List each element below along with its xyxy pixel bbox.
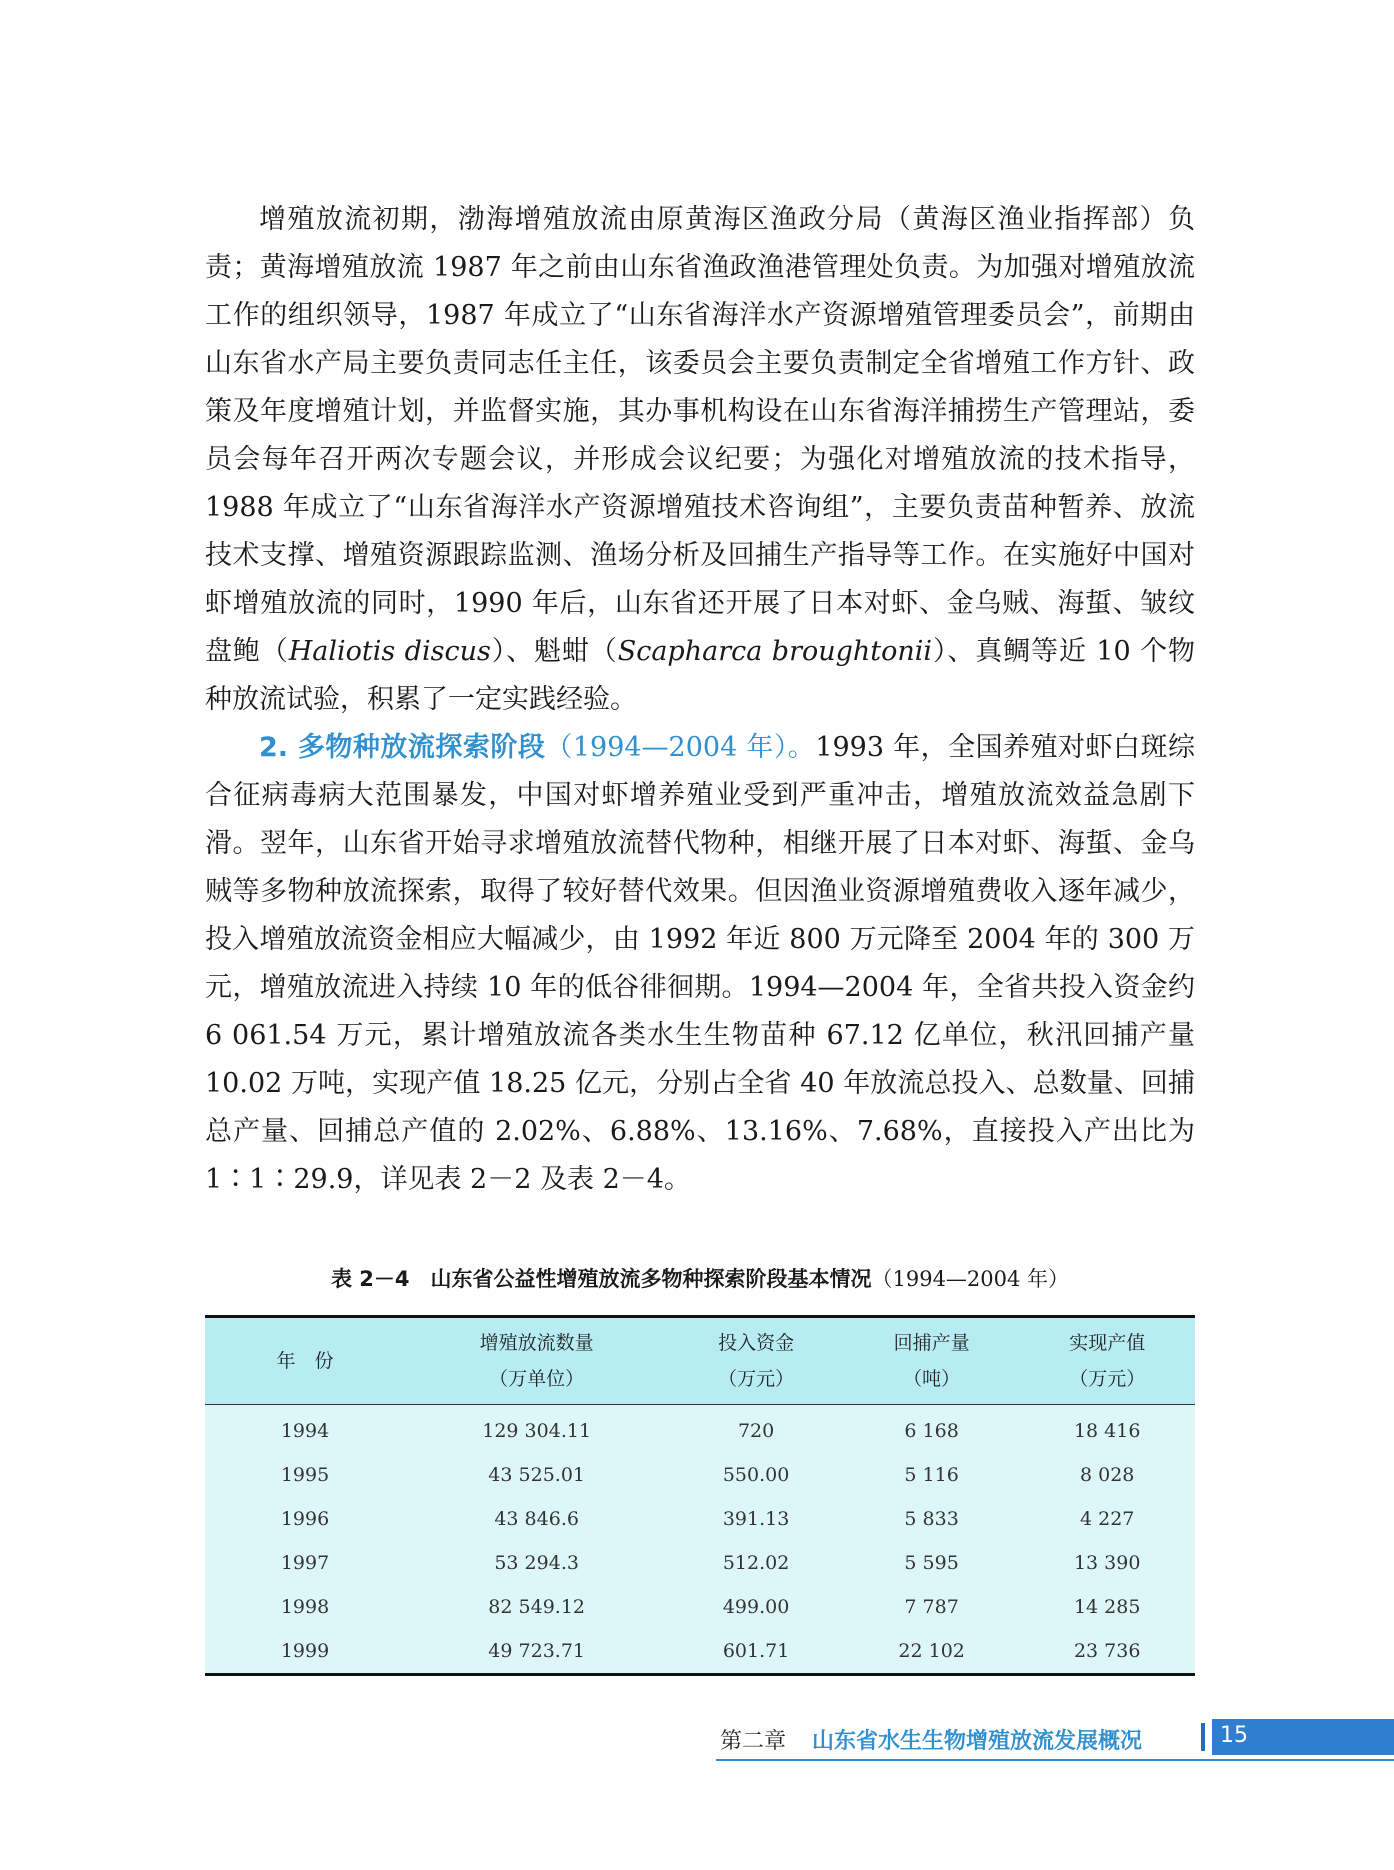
data-table — [205, 1315, 1195, 1676]
header-year — [205, 1317, 405, 1405]
cell-year: 1997 — [280, 1552, 330, 1574]
cell-recapture-yield: 5 595 — [904, 1552, 959, 1574]
table-row — [205, 1497, 1195, 1541]
header-recapture-yield — [844, 1317, 1020, 1405]
cell-recapture-yield: 5 116 — [904, 1464, 959, 1486]
table-row — [205, 1629, 1195, 1675]
cell-recapture-yield: 7 787 — [904, 1596, 959, 1618]
section-heading-years: （1994—2004 年）。 — [545, 732, 816, 763]
header-recapture-yield-label: 回捕产量 — [893, 1332, 970, 1354]
table-caption-years: （1994—2004 年） — [871, 1267, 1070, 1291]
paragraph-1-text-b: ）、魁蚶（ — [490, 636, 618, 667]
cell-release-quantity: 129 304.11 — [482, 1420, 592, 1442]
cell-release-quantity: 43 525.01 — [488, 1464, 585, 1486]
paragraph-2-text: 1993 年，全国养殖对虾白斑综合征病毒病大范围暴发，中国对虾增养殖业受到严重冲击，增殖放流效益急剧下滑。翌年，山东省开始寻求增殖放流替代物种，相继开展了日本对虾、海蜇、金乌贼等多物种放流探索，取得了较好替代效果。但因渔业资源增殖费收入逐年减少，投入增殖放流资金相应大幅减少，由 1992 年近 800 万元降至 2004 年的 300 万元，增殖放流进入持续 10 年的低谷徘徊期。1994—2004 年，全省共投入资金约 6 061.54 万元，累计增殖放流各类水生生物苗种 67.12 亿单位，秋汛回捕产量 10.02 万吨，实现产值 18.25 亿元，分别占全省 40 年放流总投入、总数量、回捕总产量、回捕总产值的 2.02%、6.88%、13.16%、7.68%，直接投入产出比为 1∶1∶29.9，详见表 2－2 及表 2－4。 — [205, 732, 1195, 1195]
cell-investment: 512.02 — [722, 1552, 790, 1574]
cell-output-value: 13 390 — [1073, 1552, 1141, 1574]
paragraph-2 — [205, 724, 1195, 1204]
header-output-value-label: 实现产值 — [1069, 1332, 1146, 1354]
table-caption-title: 山东省公益性增殖放流多物种探索阶段基本情况 — [430, 1267, 872, 1291]
cell-investment: 499.00 — [722, 1596, 790, 1618]
cell-output-value: 8 028 — [1080, 1464, 1135, 1486]
cell-release-quantity: 82 549.12 — [488, 1596, 585, 1618]
cell-investment: 391.13 — [722, 1508, 790, 1530]
cell-year: 1995 — [280, 1464, 330, 1486]
table-row — [205, 1405, 1195, 1454]
footer-separator-bar — [1201, 1723, 1205, 1751]
page-footer — [720, 1719, 1394, 1761]
cell-output-value: 4 227 — [1080, 1508, 1135, 1530]
cell-release-quantity: 43 846.6 — [494, 1508, 579, 1530]
section-heading-title: 2. 多物种放流探索阶段 — [259, 732, 546, 763]
cell-output-value: 14 285 — [1073, 1596, 1141, 1618]
cell-year: 1998 — [280, 1596, 330, 1618]
paragraph-1 — [205, 196, 1195, 724]
cell-year: 1994 — [280, 1420, 330, 1442]
paragraph-1-text-c: ）、真鲷等近 10 个物种放流试验，积累了一定实践经验。 — [205, 636, 1196, 715]
cell-output-value: 18 416 — [1073, 1420, 1141, 1442]
header-investment-label: 投入资金 — [718, 1332, 795, 1354]
header-release-quantity-unit: （万单位） — [489, 1368, 585, 1390]
header-output-value — [1019, 1317, 1195, 1405]
footer-rule — [716, 1759, 1394, 1761]
cell-year: 1999 — [280, 1640, 330, 1662]
header-investment-unit: （万元） — [718, 1368, 795, 1390]
header-release-quantity-label: 增殖放流数量 — [479, 1332, 594, 1354]
paragraph-1-text-a: 增殖放流初期，渤海增殖放流由原黄海区渔政分局（黄海区渔业指挥部）负责；黄海增殖放流 1987 年之前由山东省渔政渔港管理处负责。为加强对增殖放流工作的组织领导，1987 年成立了“山东省海洋水产资源增殖管理委员会”，前期由山东省水产局主要负责同志任主任，该委员会主要负责制定全省增殖工作方针、政策及年度增殖计划，并监督实施，其办事机构设在山东省海洋捕捞生产管理站，委员会每年召开两次专题会议，并形成会议纪要；为强化对增殖放流的技术指导，1988 年成立了“山东省海洋水产资源增殖技术咨询组”，主要负责苗种暂养、放流技术支撑、增殖资源跟踪监测、渔场分析及回捕生产指导等工作。在实施好中国对虾增殖放流的同时，1990 年后，山东省还开展了日本对虾、金乌贼、海蜇、皱纹盘鲍（ — [205, 204, 1195, 667]
latin-name-scapharca: Scapharca broughtonii — [617, 636, 933, 667]
cell-investment: 550.00 — [722, 1464, 790, 1486]
footer-chapter-title: 山东省水生生物增殖放流发展概况 — [812, 1729, 1143, 1754]
header-investment — [668, 1317, 844, 1405]
header-recapture-yield-unit: （吨） — [903, 1368, 961, 1390]
cell-recapture-yield: 5 833 — [904, 1508, 959, 1530]
cell-investment: 720 — [737, 1420, 775, 1442]
section-heading — [259, 732, 815, 763]
footer-page-box — [1212, 1719, 1394, 1755]
footer-chapter-number: 第二章 — [720, 1729, 787, 1754]
body-text — [205, 196, 1195, 1204]
page-number: 15 — [1220, 1723, 1248, 1748]
cell-release-quantity: 49 723.71 — [488, 1640, 585, 1662]
cell-recapture-yield: 22 102 — [898, 1640, 965, 1662]
table-caption-label: 表 2－4 — [330, 1267, 410, 1291]
table-row — [205, 1541, 1195, 1585]
header-year-label: 年 份 — [276, 1350, 334, 1372]
latin-name-haliotis: Haliotis discus — [288, 636, 491, 667]
cell-investment: 601.71 — [722, 1640, 790, 1662]
cell-release-quantity: 53 294.3 — [494, 1552, 579, 1574]
header-release-quantity — [405, 1317, 668, 1405]
table-header-row — [205, 1317, 1195, 1405]
cell-recapture-yield: 6 168 — [904, 1420, 959, 1442]
header-output-value-unit: （万元） — [1069, 1368, 1146, 1390]
table-row — [205, 1453, 1195, 1497]
cell-year: 1996 — [280, 1508, 330, 1530]
table-caption — [205, 1262, 1195, 1296]
cell-output-value: 23 736 — [1073, 1640, 1141, 1662]
table-row — [205, 1585, 1195, 1629]
